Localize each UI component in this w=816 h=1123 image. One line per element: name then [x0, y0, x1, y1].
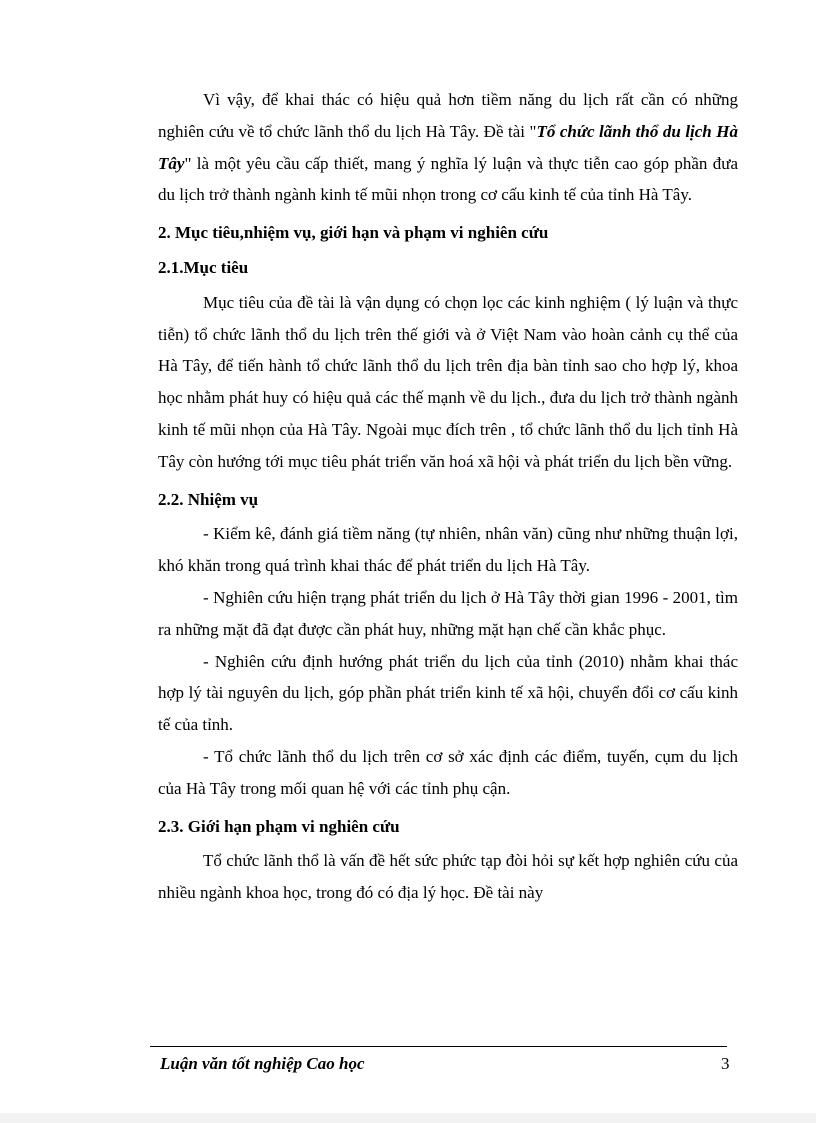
section-2-1-heading: 2.1.Mục tiêu: [158, 257, 249, 277]
section-2-heading: 2. Mục tiêu,nhiệm vụ, giới hạn và phạm vi nghiên cứu: [158, 223, 549, 243]
section-2-1-paragraph: Mục tiêu của đề tài là vận dụng có chọn lọc các kinh nghiệm ( lý luận và thực tiễn) tổ chức lãnh thổ du lịch trên thế giới và ở Việt Nam vào hoàn cảnh cụ thể của Hà Tây, để tiến hành tổ chức lãnh thổ du lịch trên địa bàn tỉnh sao cho hợp lý, khoa học nhằm phát huy có hiệu quả các thế mạnh về du lịch., đưa du lịch trở thành ngành kinh tế mũi nhọn của Hà Tây. Ngoài mục đích trên , tổ chức lãnh thổ du lịch tỉnh Hà Tây còn hướng tới mục tiêu phát triển văn hoá xã hội và phát triển du lịch bền vững.: [158, 292, 738, 471]
task-item: - Nghiên cứu định hướng phát triển du lịch của tỉnh (2010) nhằm khai thác hợp lý tài nguyên du lịch, góp phần phát triển kinh tế xã hội, chuyển đổi cơ cấu kinh tế của tỉnh.: [158, 651, 738, 735]
intro-text-before-title: Vì vậy, để khai thác có hiệu quả hơn tiềm năng du lịch rất cần có những nghiên cứu về tổ chức lãnh thổ du lịch Hà Tây. Đề tài ": [158, 90, 738, 141]
page-bottom-band: [0, 1113, 816, 1123]
document-body: [158, 84, 738, 909]
page-number: 3: [721, 1054, 730, 1073]
footer-title: Luận văn tốt nghiệp Cao học: [160, 1054, 365, 1073]
task-item: - Nghiên cứu hiện trạng phát triển du lịch ở Hà Tây thời gian 1996 - 2001, tìm ra những mặt đã đạt được cần phát huy, những mặt hạn chế cần khắc phục.: [158, 587, 738, 639]
thesis-title: Tổ chức lãnh thổ du lịch Hà Tây: [158, 121, 738, 173]
intro-text-after-title: " là một yêu cầu cấp thiết, mang ý nghĩa lý luận và thực tiễn cao góp phần đưa du lịch trở thành ngành kinh tế mũi nhọn trong cơ cấu kinh tế của tỉnh Hà Tây.: [158, 153, 738, 205]
section-2-3-heading: 2.3. Giới hạn phạm vi nghiên cứu: [158, 816, 400, 836]
task-item: - Tổ chức lãnh thổ du lịch trên cơ sở xác định các điểm, tuyến, cụm du lịch của Hà Tây trong mối quan hệ với các tỉnh phụ cận.: [158, 746, 738, 798]
section-2-2-heading: 2.2. Nhiệm vụ: [158, 489, 259, 509]
intro-paragraph: [158, 84, 738, 211]
footer-divider: [150, 1046, 727, 1047]
task-item: - Kiểm kê, đánh giá tiềm năng (tự nhiên, nhân văn) cũng như những thuận lợi, khó khăn trong quá trình khai thác để phát triển du lịch Hà Tây.: [158, 524, 738, 576]
section-2-3-paragraph: Tổ chức lãnh thổ là vấn đề hết sức phức tạp đòi hỏi sự kết hợp nghiên cứu của nhiều ngành khoa học, trong đó có địa lý học. Đề tài này: [158, 851, 738, 903]
